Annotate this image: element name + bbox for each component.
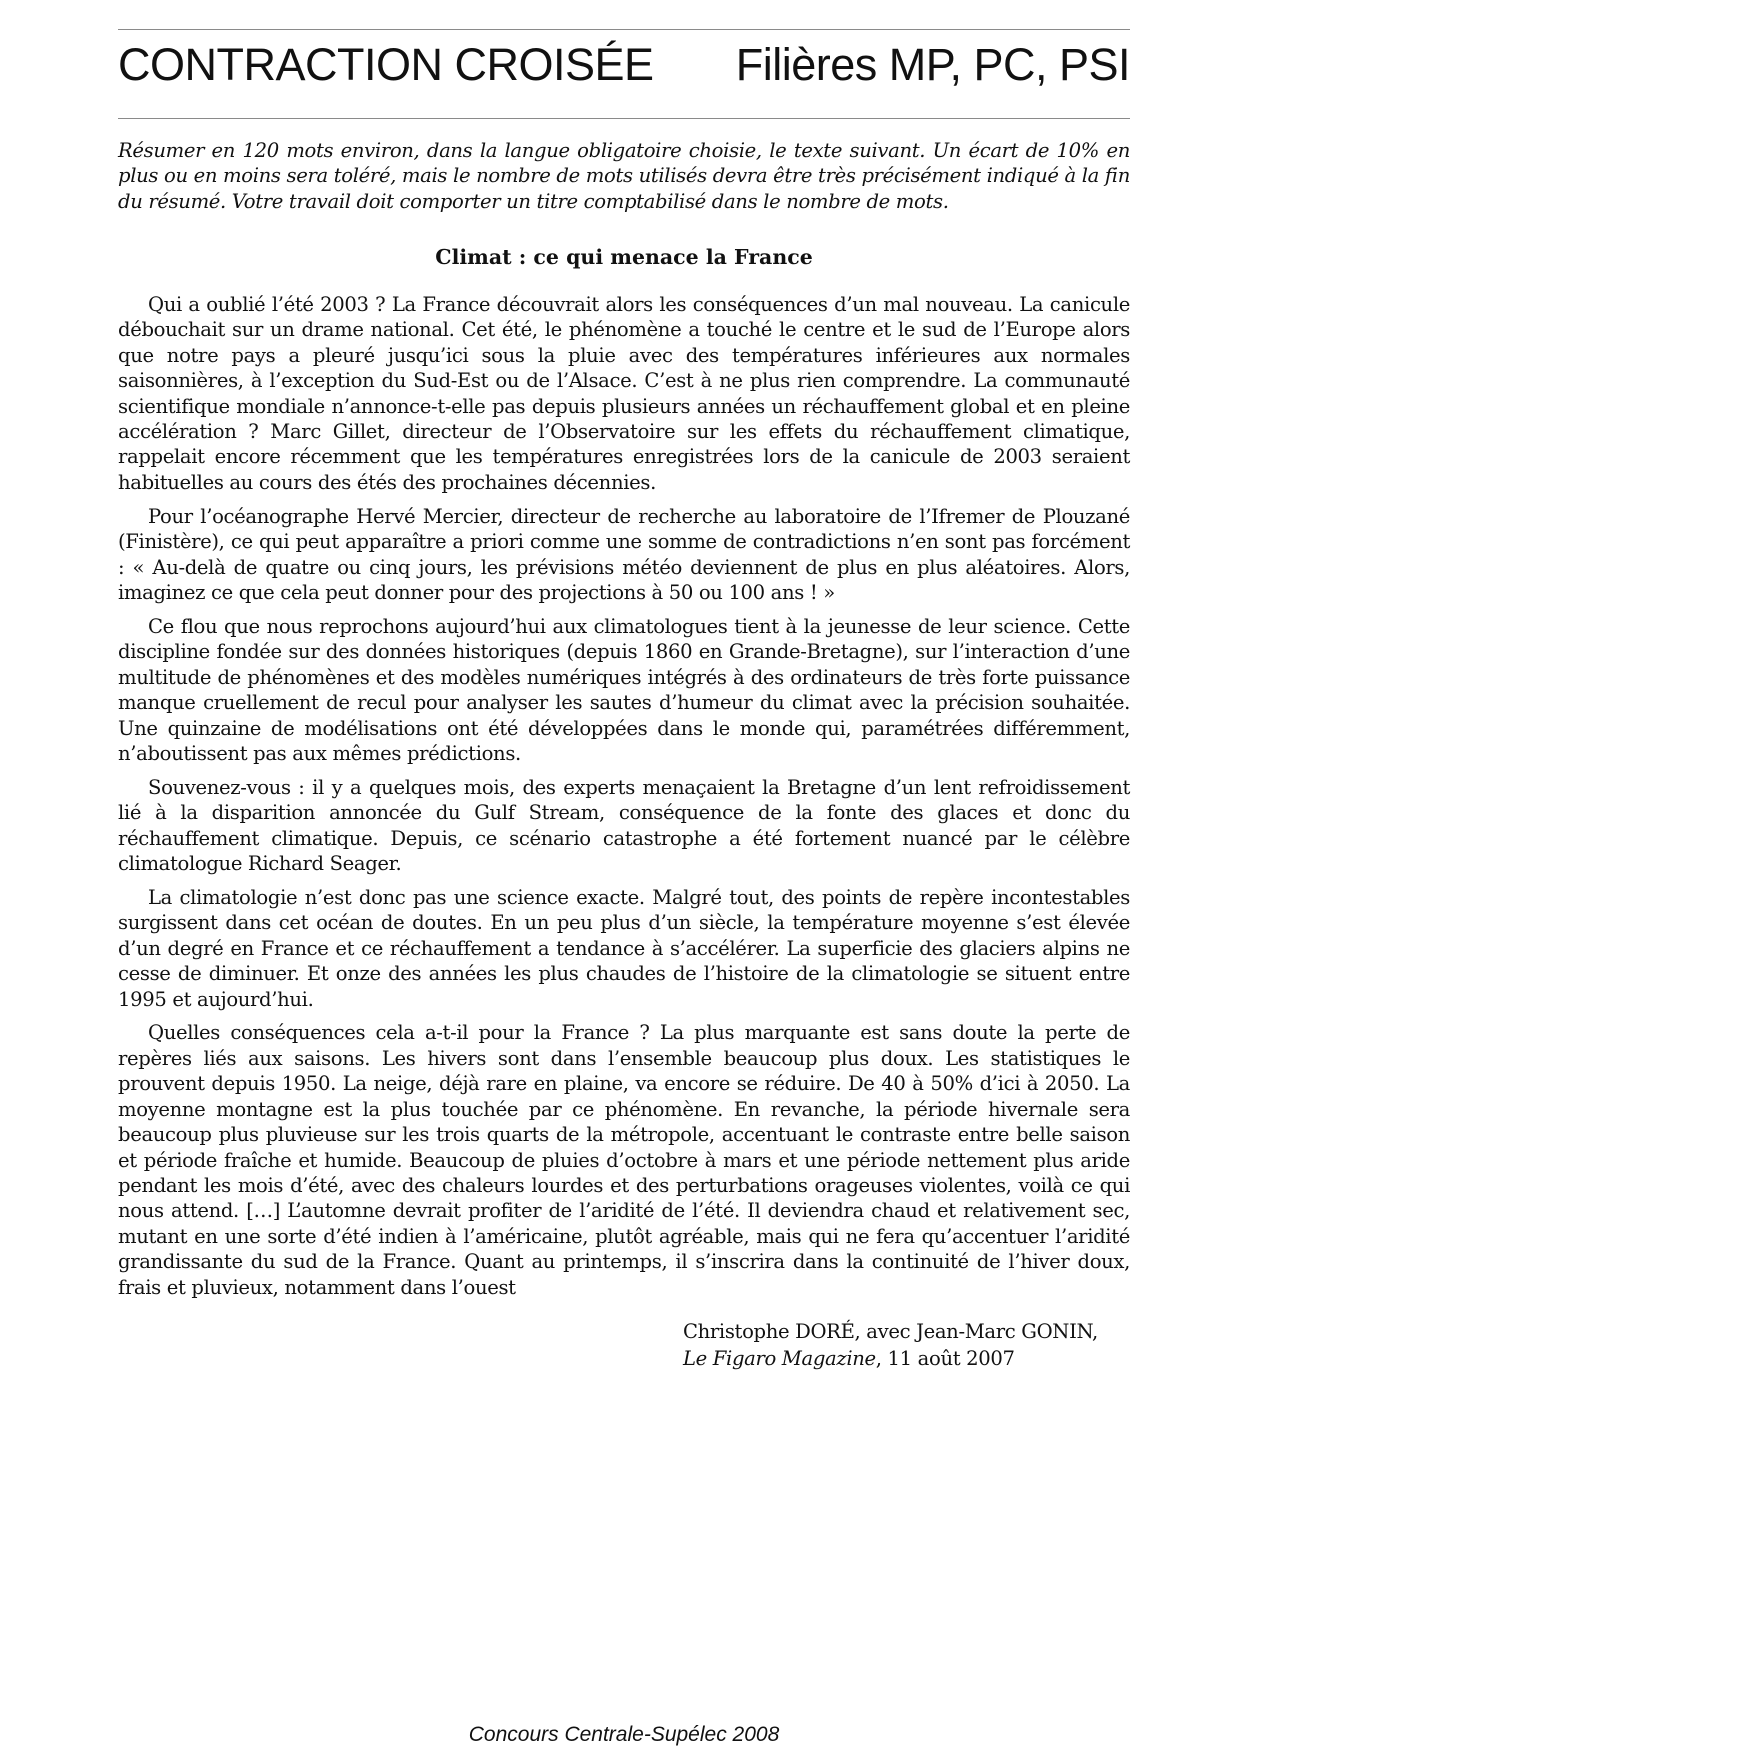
article-paragraph: La climatologie n’est donc pas une science exacte. Malgré tout, des points de repère incontestables surgissent dans cet océan de doutes. En un peu plus d’un siècle, la température moyenne s’est élevée d’un degré en France et ce réchauffement a tendance à s’accélérer. La superficie des glaciers alpins ne cesse de diminuer. Et onze des années les plus chaudes de l’histoire de la climatologie se situent entre 1995 et aujourd’hui. <box>118 885 1130 1011</box>
byline <box>683 1318 1098 1372</box>
byline-authors: Christophe DORÉ, avec Jean-Marc GONIN, <box>683 1320 1098 1343</box>
article-paragraph: Pour l’océanographe Hervé Mercier, directeur de recherche au laboratoire de l’Ifremer de Plouzané (Finistère), ce qui peut apparaître a priori comme une somme de contradictions n’en sont pas forcément : « Au-delà de quatre ou cinq jours, les prévisions météo deviennent de plus en plus aléatoires. Alors, imaginez ce que cela peut donner pour des projections à 50 ou 100 ans ! » <box>118 504 1130 604</box>
byline-publication: Le Figaro Magazine <box>683 1347 876 1370</box>
article-paragraph: Quelles conséquences cela a-t-il pour la France ? La plus marquante est sans doute la perte de repères liés aux saisons. Les hivers sont dans l’ensemble beaucoup plus doux. Les statistiques le prouvent depuis 1950. La neige, déjà rare en plaine, va encore se réduire. De 40 à 50% d’ici à 2050. La moyenne montagne est la plus touchée par ce phénomène. En revanche, la période hivernale sera beaucoup plus pluvieuse sur les trois quarts de la métropole, accentuant le contraste entre belle saison et période fraîche et humide. Beaucoup de pluies d’octobre à mars et une période nettement plus aride pendant les mois d’été, avec des chaleurs lourdes et des perturbations orageuses violentes, voilà ce qui nous attend. […] L’automne devrait profiter de l’aridité de l’été. Il deviendra chaud et relativement sec, mutant en une sorte d’été indien à l’américaine, plutôt agréable, mais qui ne fera qu’accentuer l’aridité grandissante du sud de la France. Quant au printemps, il s’inscrira dans la continuité de l’hiver doux, frais et pluvieux, notamment dans l’ouest <box>118 1021 1130 1299</box>
exam-streams: Filières MP, PC, PSI <box>735 39 1130 90</box>
instructions: Résumer en 120 mots environ, dans la langue obligatoire choisie, le texte suivant. Un écart de 10% en plus ou en moins sera toléré, mais le nombre de mots utilisés devra être très précisément indiqué à la fin du résumé. Votre travail doit comporter un titre comptabilisé dans le nombre de mots. <box>118 139 1130 213</box>
article-body <box>118 292 1130 1308</box>
article-paragraph: Qui a oublié l’été 2003 ? La France découvrait alors les conséquences d’un mal nouveau. La canicule débouchait sur un drame national. Cet été, le phénomène a touché le centre et le sud de l’Europe alors que notre pays a pleuré jusqu’ici sous la pluie avec des températures inférieures aux normales saisonnières, à l’exception du Sud-Est ou de l’Alsace. C’est à ne plus rien comprendre. La communauté scientifique mondiale n’annonce-t-elle pas depuis plusieurs années un réchauffement global et en pleine accélération ? Marc Gillet, directeur de l’Observatoire sur les effets du réchauffement climatique, rappelait encore récemment que les températures enregistrées lors de la canicule de 2003 seraient habituelles au cours des étés des prochaines décennies. <box>118 293 1130 494</box>
header-top-rule <box>118 29 1130 30</box>
byline-source <box>683 1345 1098 1372</box>
exam-title: CONTRACTION CROISÉE <box>118 39 654 90</box>
header-bottom-rule <box>118 118 1130 119</box>
article-paragraph: Souvenez-vous : il y a quelques mois, des experts menaçaient la Bretagne d’un lent refroidissement lié à la disparition annoncée du Gulf Stream, conséquence de la fonte des glaces et donc du réchauffement climatique. Depuis, ce scénario catastrophe a été fortement nuancé par le célèbre climatologue Richard Seager. <box>118 775 1130 876</box>
byline-date: , 11 août 2007 <box>875 1347 1015 1370</box>
article-paragraph: Ce flou que nous reprochons aujourd’hui aux climatologues tient à la jeunesse de leur science. Cette discipline fondée sur des données historiques (depuis 1860 en Grande-Bretagne), sur l’interaction d’une multitude de phénomènes et des modèles numériques intégrés à des ordinateurs de très forte puissance manque cruellement de recul pour analyser les sautes d’humeur du climat avec la précision souhaitée. Une quinzaine de modélisations ont été développées dans le monde qui, paramétrées différemment, n’aboutissent pas aux mêmes prédictions. <box>118 614 1130 765</box>
page-footer: Concours Centrale-Supélec 2008 <box>468 1723 780 1746</box>
article-title: Climat : ce qui menace la France <box>435 245 813 269</box>
